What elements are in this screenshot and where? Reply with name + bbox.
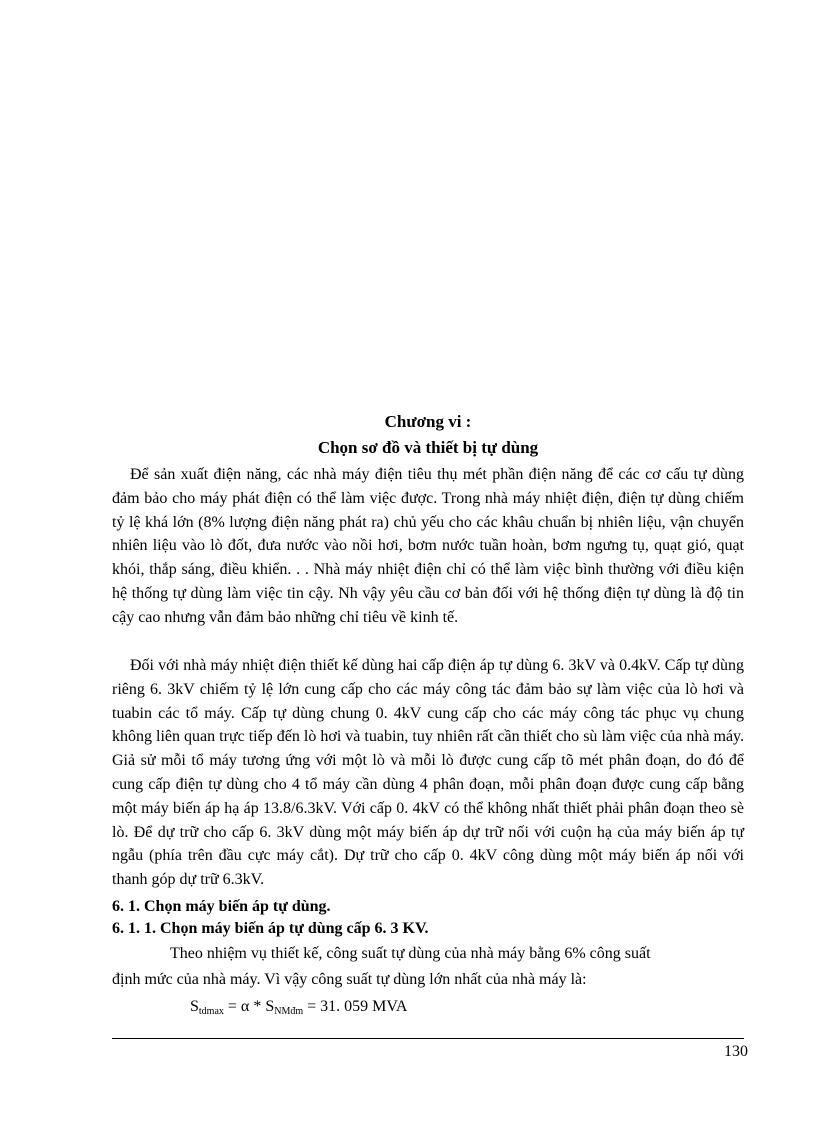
page-number: 130 [724,1043,748,1060]
formula-mid: = α * S [223,998,275,1015]
formula-lhs: S [190,998,199,1015]
paragraph-voltage-levels [112,654,744,892]
section-heading-6-1-1: 6. 1. 1. Chọn máy biến áp tự dùng cấp 6. 3 KV. [112,920,429,937]
footer-divider [112,1038,744,1039]
paragraph-voltage-levels-text: Đối với nhà máy nhiệt điện thiết kế dùng hai cấp điện áp tự dùng 6. 3kV và 0.4kV. Cấp tự dùng riêng 6. 3kV chiếm tỷ lệ lớn cung cấp cho các máy công tác đảm bảo sự làm việc của lò hơi và tuabin các tổ máy. Cấp tự dùng chung 0. 4kV cung cấp cho các máy công tác phục vụ chung không liên quan trực tiếp đến lò hơi và tuabin, tuy nhiên rất cần thiết cho sù làm việc của nhà máy. Giả sử mỗi tổ máy tương ứng với một lò và mỗi lò được cung cấp tõ mét phân đoạn, do đó để cung cấp điện tự dùng cho 4 tổ máy cần dùng 4 phân đoạn, mỗi phân đoạn được cung cấp bằng một máy biến áp hạ áp 13.8/6.3kV. Với cấp 0. 4kV có thể không nhất thiết phải phân đoạn theo sè lò. Để dự trữ cho cấp 6. 3kV dùng một máy biến áp dự trữ nối với cuộn hạ của máy biến áp tự ngẫu (phía trên đầu cực máy cắt). Dự trữ cho cấp 0. 4kV công dùng một máy biến áp nối với thanh góp dự trữ 6.3kV. [112,657,744,889]
paragraph-intro [112,463,744,630]
formula-rhs: = 31. 059 MVA [303,998,408,1015]
chapter-title: Chương vi : [384,412,472,431]
paragraph-intro-text: Để sản xuất điện năng, các nhà máy điện tiêu thụ mét phần điện năng để các cơ cấu tự dùng đảm bảo cho máy phát điện có thể làm việc được. Trong nhà máy nhiệt điện, điện tự dùng chiếm tỷ lệ khá lớn (8% lượng điện năng phát ra) chủ yếu cho các khâu chuẩn bị nhiên liệu, vận chuyển nhiên liệu vào lò đốt, đưa nước vào nồi hơi, bơm nước tuần hoàn, bơm ngưng tụ, quạt gió, quạt khói, thắp sáng, điều khiển. . . Nhà máy nhiệt điện chỉ có thể làm việc bình thường với điều kiện hệ thống tự dùng làm việc tin cậy. Nh vậy yêu cầu cơ bản đối với hệ thống điện tự dùng là độ tin cậy cao nhưng vẫn đảm bảo những chỉ tiêu về kinh tế. [112,466,744,626]
section-heading-6-1: 6. 1. Chọn máy biến áp tự dùng. [112,898,331,915]
paragraph-calculation [112,941,744,993]
paragraph-calculation-line2: định mức của nhà máy. Vì vậy công suất tự dùng lớn nhất của nhà máy là: [112,971,587,988]
paragraph-calculation-line1: Theo nhiệm vụ thiết kế, công suất tự dùng của nhà máy bằng 6% công suất [170,945,651,962]
formula-lhs-sub: tdmax [198,1006,224,1017]
chapter-subtitle: Chọn sơ đồ và thiết bị tự dùng [317,438,539,457]
formula-rhs-sub: NMđm [274,1006,304,1017]
power-formula [190,998,407,1017]
